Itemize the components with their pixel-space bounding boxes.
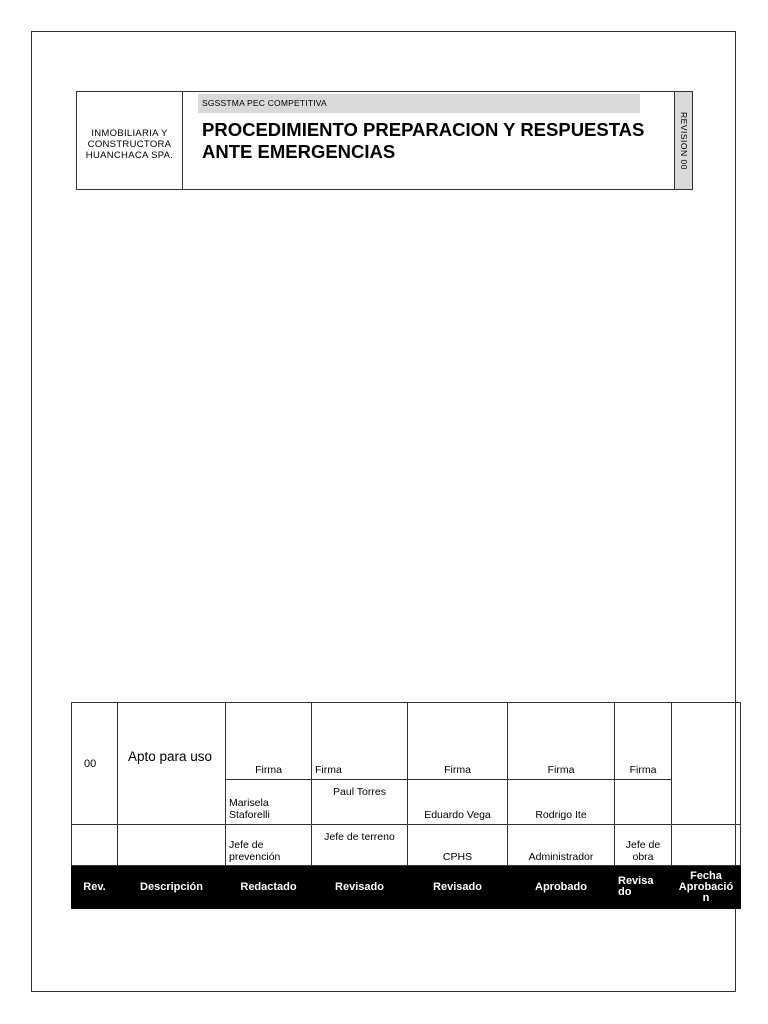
empty-cell [615, 779, 672, 824]
header-revisado [615, 866, 672, 909]
table-row [72, 703, 741, 780]
role-cell: Administrador [508, 825, 615, 866]
empty-cell [672, 703, 741, 825]
role-line: prevención [229, 851, 281, 863]
company-name [77, 92, 183, 189]
title-line-1: PROCEDIMIENTO PREPARACION Y RESPUESTAS [202, 119, 645, 140]
header-line: Aprobació [678, 880, 734, 893]
role-cell: CPHS [408, 825, 508, 866]
company-line-3: HUANCHACA SPA. [85, 150, 174, 161]
revision-label-box [674, 92, 692, 189]
document-title [202, 119, 672, 163]
rev-number: 00 [72, 703, 118, 825]
header-line: do [618, 886, 632, 898]
header-fecha-aprobacion [672, 866, 741, 909]
firma-cell: Firma [508, 703, 615, 780]
role-cell [615, 825, 672, 866]
role-line: Jefe de [625, 839, 661, 851]
role-line: Jefe de [229, 839, 264, 851]
header-line: Fecha [690, 869, 722, 882]
name-cell: Rodrigo Ite [508, 779, 615, 824]
description-cell: Apto para uso [118, 703, 226, 825]
revision-label: REVISION 00 [678, 111, 689, 170]
company-line-2: CONSTRUCTORA [87, 139, 172, 150]
header-description: Descripción [118, 866, 226, 909]
system-code: SGSSTMA PEC COMPETITIVA [198, 94, 640, 113]
name-line: Staforelli [229, 809, 270, 821]
firma-cell: Firma [312, 703, 408, 780]
document-header [76, 91, 693, 190]
role-cell: Jefe de terreno [312, 825, 408, 866]
empty-cell [672, 825, 741, 866]
header-rev: Rev. [72, 866, 118, 909]
name-cell [226, 779, 312, 824]
header-revisado: Revisado [312, 866, 408, 909]
role-line: obra [632, 851, 654, 863]
empty-cell [118, 825, 226, 866]
table-row [72, 825, 741, 866]
table-header-row [72, 866, 741, 909]
firma-cell: Firma [226, 703, 312, 780]
company-line-1: INMOBILIARIA Y [91, 128, 168, 139]
firma-cell: Firma [408, 703, 508, 780]
header-redactado: Redactado [226, 866, 312, 909]
name-cell: Eduardo Vega [408, 779, 508, 824]
title-line-2: ANTE EMERGENCIAS [202, 141, 396, 162]
firma-cell: Firma [615, 703, 672, 780]
header-revisado: Revisado [408, 866, 508, 909]
name-line: Marisela [229, 797, 269, 809]
header-line: Revisa [618, 875, 654, 887]
empty-cell [72, 825, 118, 866]
approval-table [71, 702, 741, 909]
role-cell [226, 825, 312, 866]
header-aprobado: Aprobado [508, 866, 615, 909]
header-line: n [702, 891, 710, 904]
name-cell: Paul Torres [312, 779, 408, 824]
